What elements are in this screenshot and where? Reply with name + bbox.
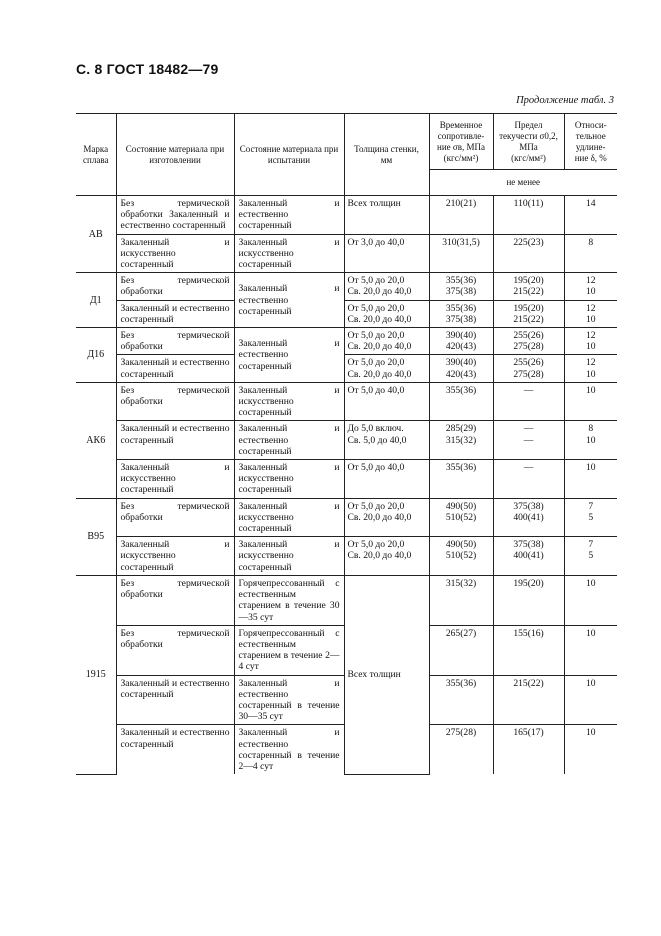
yield-strength-cell: 195(20) (493, 575, 564, 625)
page-header: С. 8 ГОСТ 18482—79 (76, 61, 219, 77)
tensile-strength-cell: 490(50) 510(52) (429, 537, 493, 576)
state-manufacture-cell: Без термической обработки (116, 382, 234, 421)
state-test-cell: Закаленный и естественно состаренный в течение 30—35 сут (234, 675, 344, 725)
state-manufacture-cell: Закаленный и искусственно состаренный (116, 234, 234, 273)
grade-cell: Д16 (76, 328, 116, 383)
tensile-strength-cell: 315(32) (429, 575, 493, 625)
tensile-strength-cell: 355(36) 375(38) (429, 300, 493, 327)
state-test-cell: Закаленный и естественно состаренный (234, 421, 344, 460)
elongation-cell: 8 10 (564, 421, 617, 460)
col-thickness-header: Толщина стенки, мм (344, 114, 429, 196)
yield-strength-cell: 255(26) 275(28) (493, 355, 564, 382)
thickness-cell: От 5,0 до 40,0 (344, 382, 429, 421)
tensile-strength-cell: 390(40) 420(43) (429, 328, 493, 355)
state-manufacture-cell: Без термической обработки Закаленный и естественно состаренный (116, 196, 234, 235)
table-row (76, 328, 617, 355)
state-test-cell: Закаленный и естественно состаренный (234, 273, 344, 328)
table-row (76, 537, 617, 576)
tensile-strength-cell: 355(36) (429, 675, 493, 725)
state-test-cell: Горячепрессованный с естественным старением в течение 2—4 сут (234, 625, 344, 675)
state-test-cell: Закаленный и естественно состаренный в течение 2—4 сут (234, 725, 344, 774)
table-row (76, 273, 617, 300)
state-manufacture-cell: Закаленный и естественно состаренный (116, 675, 234, 725)
thickness-cell: От 5,0 до 20,0 Св. 20,0 до 40,0 (344, 498, 429, 537)
col-yield-header: Предел текучести σ0,2, МПа (кгс/мм²) (493, 114, 564, 170)
state-manufacture-cell: Закаленный и естественно состаренный (116, 725, 234, 774)
yield-strength-cell: 195(20) 215(22) (493, 300, 564, 327)
thickness-cell: От 5,0 до 20,0 Св. 20,0 до 40,0 (344, 328, 429, 355)
yield-strength-cell: 165(17) (493, 725, 564, 774)
elongation-cell: 10 (564, 460, 617, 499)
state-manufacture-cell: Без термической обработки (116, 273, 234, 300)
state-test-cell: Закаленный и искусственно состаренный (234, 460, 344, 499)
yield-strength-cell: 255(26) 275(28) (493, 328, 564, 355)
table-row (76, 355, 617, 382)
state-manufacture-cell: Без термической обработки (116, 575, 234, 625)
yield-strength-cell: — (493, 460, 564, 499)
yield-strength-cell: 375(38) 400(41) (493, 537, 564, 576)
tensile-strength-cell: 285(29) 315(32) (429, 421, 493, 460)
table-row (76, 196, 617, 235)
col-elongation-header: Относи- тельное удлине- ние δ, % (564, 114, 617, 170)
elongation-cell: 10 (564, 382, 617, 421)
thickness-cell: Всех толщин (344, 196, 429, 235)
min-note: не менее (429, 170, 617, 196)
grade-cell: Д1 (76, 273, 116, 328)
table-row (76, 300, 617, 327)
yield-strength-cell: 215(22) (493, 675, 564, 725)
yield-strength-cell: — (493, 382, 564, 421)
tensile-strength-cell: 265(27) (429, 625, 493, 675)
thickness-cell: От 5,0 до 20,0 Св. 20,0 до 40,0 (344, 537, 429, 576)
col-tensile-header: Временное сопротивле- ние σв, МПа (кгс/мм²) (429, 114, 493, 170)
tensile-strength-cell: 355(36) (429, 382, 493, 421)
yield-strength-cell: 110(11) (493, 196, 564, 235)
table-row (76, 234, 617, 273)
grade-cell: АК6 (76, 382, 116, 498)
yield-strength-cell: 195(20) 215(22) (493, 273, 564, 300)
grade-cell: В95 (76, 498, 116, 575)
col-grade-header: Марка сплава (76, 114, 116, 196)
state-manufacture-cell: Без термической обработки (116, 498, 234, 537)
thickness-cell: Всех толщин (344, 575, 429, 774)
yield-strength-cell: 225(23) (493, 234, 564, 273)
thickness-cell: От 5,0 до 20,0 Св. 20,0 до 40,0 (344, 300, 429, 327)
thickness-cell: От 5,0 до 20,0 Св. 20,0 до 40,0 (344, 273, 429, 300)
elongation-cell: 10 (564, 575, 617, 625)
state-manufacture-cell: Без термической обработки (116, 328, 234, 355)
state-manufacture-cell: Закаленный и искусственно состаренный (116, 460, 234, 499)
state-manufacture-cell: Закаленный и естественно состаренный (116, 355, 234, 382)
state-test-cell: Горячепрессованный с естественным старением в течение 30—35 сут (234, 575, 344, 625)
yield-strength-cell: — — (493, 421, 564, 460)
tensile-strength-cell: 210(21) (429, 196, 493, 235)
elongation-cell: 12 10 (564, 355, 617, 382)
table-row (76, 382, 617, 421)
tensile-strength-cell: 310(31,5) (429, 234, 493, 273)
col-state-manufacture-header: Состояние материала при изготовлении (116, 114, 234, 196)
elongation-cell: 10 (564, 725, 617, 774)
table-row (76, 498, 617, 537)
elongation-cell: 7 5 (564, 537, 617, 576)
state-manufacture-cell: Закаленный и естественно состаренный (116, 421, 234, 460)
yield-strength-cell: 375(38) 400(41) (493, 498, 564, 537)
state-test-cell: Закаленный и естественно состаренный (234, 328, 344, 383)
elongation-cell: 7 5 (564, 498, 617, 537)
state-test-cell: Закаленный и искусственно состаренный (234, 537, 344, 576)
tensile-strength-cell: 490(50) 510(52) (429, 498, 493, 537)
state-manufacture-cell: Закаленный и естественно состаренный (116, 300, 234, 327)
thickness-cell: До 5,0 включ. Св. 5,0 до 40,0 (344, 421, 429, 460)
elongation-cell: 12 10 (564, 273, 617, 300)
state-test-cell: Закаленный и естественно состаренный (234, 196, 344, 235)
tensile-strength-cell: 390(40) 420(43) (429, 355, 493, 382)
state-test-cell: Закаленный и искусственно состаренный (234, 498, 344, 537)
state-manufacture-cell: Закаленный и искусственно состаренный (116, 537, 234, 576)
elongation-cell: 10 (564, 675, 617, 725)
state-test-cell: Закаленный и искусственно состаренный (234, 382, 344, 421)
thickness-cell: От 5,0 до 40,0 (344, 460, 429, 499)
grade-cell: АВ (76, 196, 116, 273)
table-body (76, 196, 617, 775)
tensile-strength-cell: 355(36) 375(38) (429, 273, 493, 300)
col-state-test-header: Состояние материала при испытании (234, 114, 344, 196)
table-continuation-label: Продолжение табл. 3 (516, 95, 614, 106)
elongation-cell: 12 10 (564, 328, 617, 355)
elongation-cell: 10 (564, 625, 617, 675)
thickness-cell: От 5,0 до 20,0 Св. 20,0 до 40,0 (344, 355, 429, 382)
table-row (76, 421, 617, 460)
table-row (76, 460, 617, 499)
elongation-cell: 12 10 (564, 300, 617, 327)
state-manufacture-cell: Без термической обработки (116, 625, 234, 675)
elongation-cell: 14 (564, 196, 617, 235)
properties-table (76, 113, 617, 775)
yield-strength-cell: 155(16) (493, 625, 564, 675)
grade-cell: 1915 (76, 575, 116, 774)
elongation-cell: 8 (564, 234, 617, 273)
tensile-strength-cell: 275(28) (429, 725, 493, 774)
state-test-cell: Закаленный и искусственно состаренный (234, 234, 344, 273)
table-row (76, 575, 617, 625)
thickness-cell: От 3,0 до 40,0 (344, 234, 429, 273)
tensile-strength-cell: 355(36) (429, 460, 493, 499)
